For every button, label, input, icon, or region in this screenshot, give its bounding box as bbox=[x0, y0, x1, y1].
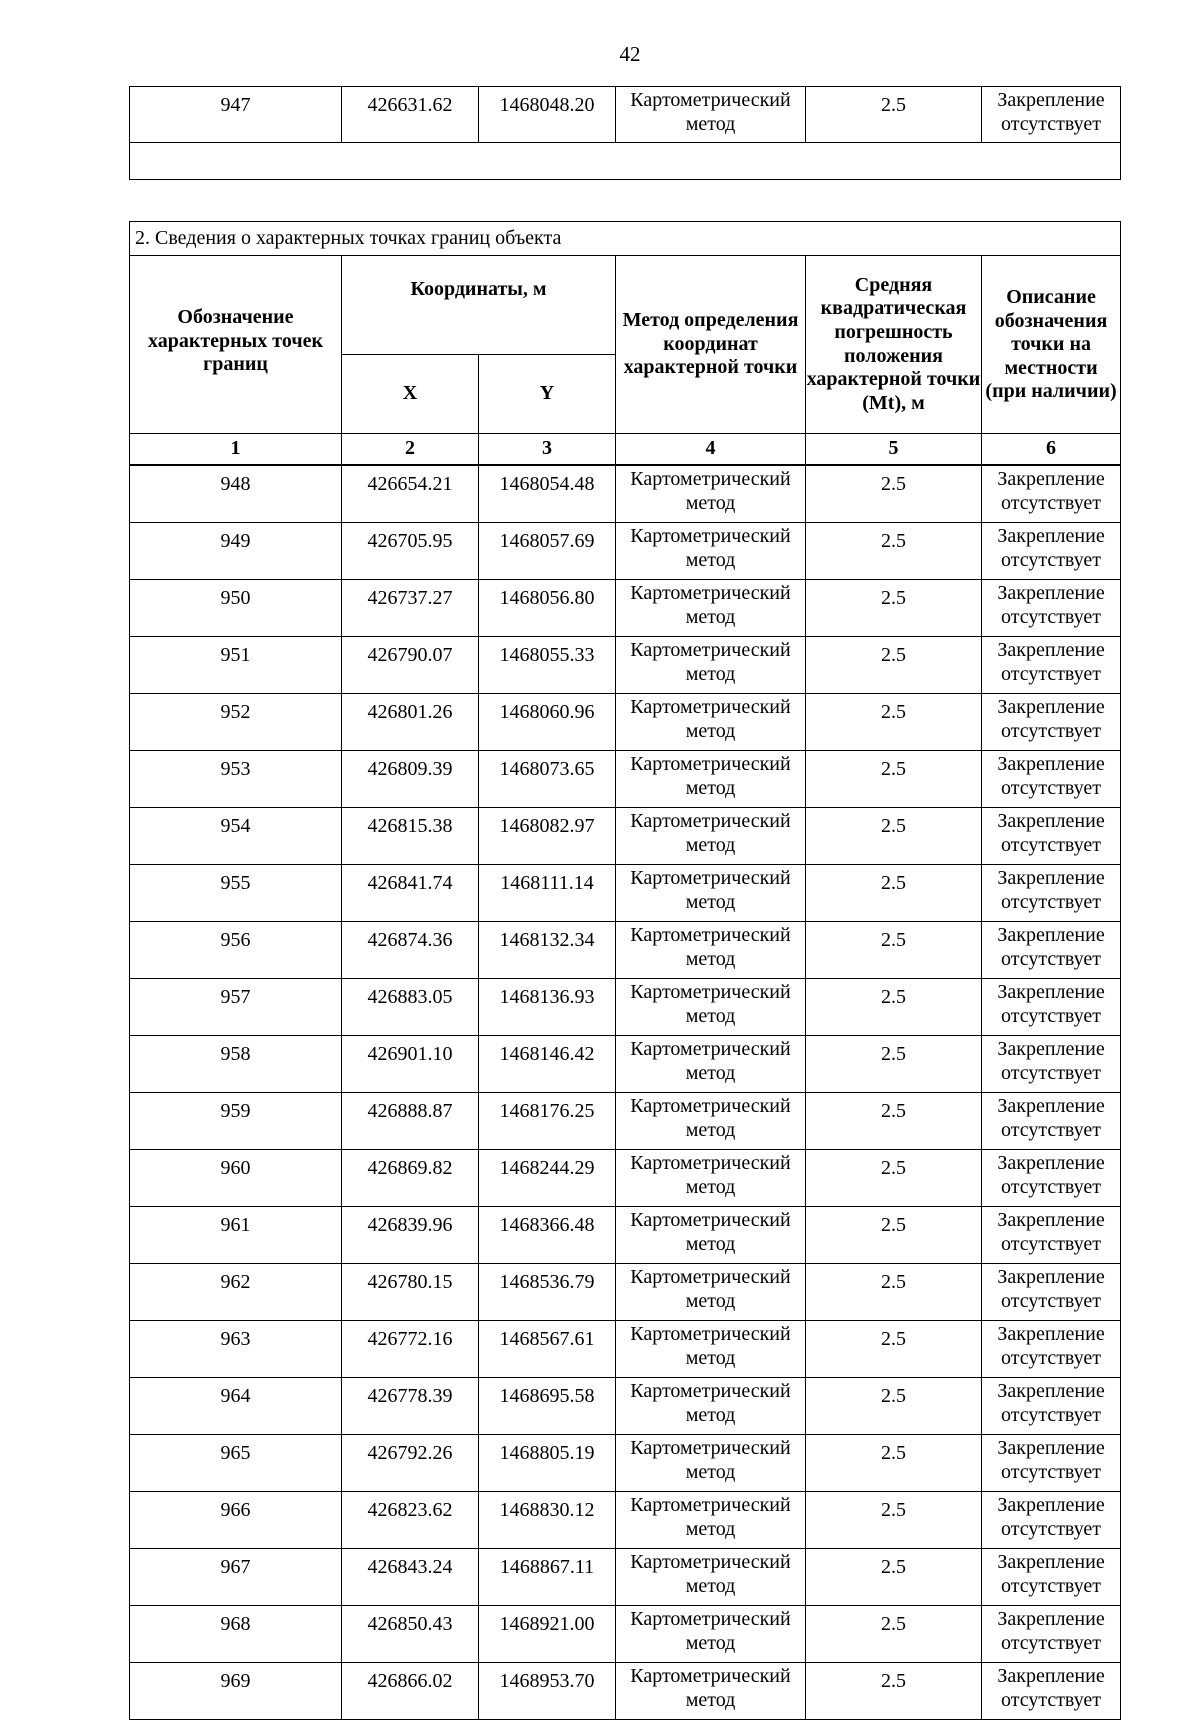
error-cell: 2.5 bbox=[806, 1435, 982, 1492]
error-cell: 2.5 bbox=[806, 1549, 982, 1606]
table-row bbox=[130, 1036, 1121, 1093]
main-table-body bbox=[130, 465, 1121, 1720]
y-cell: 1468136.93 bbox=[479, 979, 616, 1036]
error-cell: 2.5 bbox=[806, 1606, 982, 1663]
y-cell: 1468695.58 bbox=[479, 1378, 616, 1435]
description-cell: Закрепление отсутствует bbox=[982, 1549, 1121, 1606]
y-cell: 1468055.33 bbox=[479, 637, 616, 694]
y-cell: 1468567.61 bbox=[479, 1321, 616, 1378]
table-row bbox=[130, 87, 1121, 143]
x-cell: 426654.21 bbox=[342, 465, 479, 523]
point-cell: 957 bbox=[130, 979, 342, 1036]
error-cell: 2.5 bbox=[806, 1036, 982, 1093]
point-cell: 948 bbox=[130, 465, 342, 523]
x-cell: 426801.26 bbox=[342, 694, 479, 751]
description-cell: Закрепление отсутствует bbox=[982, 1036, 1121, 1093]
error-cell: 2.5 bbox=[806, 865, 982, 922]
method-cell: Картометрический метод bbox=[616, 1150, 806, 1207]
table-row bbox=[130, 580, 1121, 637]
description-cell: Закрепление отсутствует bbox=[982, 751, 1121, 808]
method-cell: Картометрический метод bbox=[616, 751, 806, 808]
table-row bbox=[130, 465, 1121, 523]
table-row bbox=[130, 523, 1121, 580]
point-cell: 955 bbox=[130, 865, 342, 922]
page-number: 42 bbox=[619, 42, 641, 66]
table-row bbox=[130, 865, 1121, 922]
description-cell: Закрепление отсутствует bbox=[982, 1435, 1121, 1492]
x-cell: 426874.36 bbox=[342, 922, 479, 979]
y-cell: 1468867.11 bbox=[479, 1549, 616, 1606]
method-cell: Картометрический метод bbox=[616, 1435, 806, 1492]
x-cell: 426866.02 bbox=[342, 1663, 479, 1720]
point-cell: 958 bbox=[130, 1036, 342, 1093]
point-cell: 967 bbox=[130, 1549, 342, 1606]
description-cell: Закрепление отсутствует bbox=[982, 865, 1121, 922]
error-cell: 2.5 bbox=[806, 1207, 982, 1264]
column-number: 1 bbox=[130, 434, 342, 466]
y-cell: 1468132.34 bbox=[479, 922, 616, 979]
point-cell: 951 bbox=[130, 637, 342, 694]
header-error: Средняя квадратическая погрешность положения характерной точки (Mt), м bbox=[806, 256, 982, 434]
column-number: 3 bbox=[479, 434, 616, 466]
error-cell: 2.5 bbox=[806, 1093, 982, 1150]
table-row bbox=[130, 1093, 1121, 1150]
header-designation: Обозначение характерных точек границ bbox=[130, 256, 342, 434]
method-cell: Картометрический метод bbox=[616, 922, 806, 979]
description-cell: Закрепление отсутствует bbox=[982, 87, 1121, 143]
table-row bbox=[130, 1207, 1121, 1264]
point-cell: 968 bbox=[130, 1606, 342, 1663]
x-cell: 426772.16 bbox=[342, 1321, 479, 1378]
point-cell: 961 bbox=[130, 1207, 342, 1264]
x-cell: 426790.07 bbox=[342, 637, 479, 694]
error-cell: 2.5 bbox=[806, 922, 982, 979]
x-cell: 426888.87 bbox=[342, 1093, 479, 1150]
method-cell: Картометрический метод bbox=[616, 1207, 806, 1264]
error-cell: 2.5 bbox=[806, 87, 982, 143]
header-coordinates: Координаты, м bbox=[342, 256, 616, 355]
method-cell: Картометрический метод bbox=[616, 87, 806, 143]
table-row bbox=[130, 808, 1121, 865]
point-cell: 954 bbox=[130, 808, 342, 865]
method-cell: Картометрический метод bbox=[616, 1606, 806, 1663]
table-row bbox=[130, 1321, 1121, 1378]
method-cell: Картометрический метод bbox=[616, 1549, 806, 1606]
point-cell: 950 bbox=[130, 580, 342, 637]
description-cell: Закрепление отсутствует bbox=[982, 1093, 1121, 1150]
column-number: 4 bbox=[616, 434, 806, 466]
description-cell: Закрепление отсутствует bbox=[982, 1264, 1121, 1321]
description-cell: Закрепление отсутствует bbox=[982, 1150, 1121, 1207]
method-cell: Картометрический метод bbox=[616, 1264, 806, 1321]
error-cell: 2.5 bbox=[806, 751, 982, 808]
table-row bbox=[130, 979, 1121, 1036]
column-number-row bbox=[130, 434, 1121, 466]
x-cell: 426778.39 bbox=[342, 1378, 479, 1435]
x-cell: 426737.27 bbox=[342, 580, 479, 637]
method-cell: Картометрический метод bbox=[616, 523, 806, 580]
error-cell: 2.5 bbox=[806, 1264, 982, 1321]
x-cell: 426901.10 bbox=[342, 1036, 479, 1093]
description-cell: Закрепление отсутствует bbox=[982, 580, 1121, 637]
description-cell: Закрепление отсутствует bbox=[982, 465, 1121, 523]
y-cell: 1468057.69 bbox=[479, 523, 616, 580]
method-cell: Картометрический метод bbox=[616, 580, 806, 637]
error-cell: 2.5 bbox=[806, 465, 982, 523]
description-cell: Закрепление отсутствует bbox=[982, 1378, 1121, 1435]
method-cell: Картометрический метод bbox=[616, 1378, 806, 1435]
description-cell: Закрепление отсутствует bbox=[982, 694, 1121, 751]
method-cell: Картометрический метод bbox=[616, 1321, 806, 1378]
top-table-body bbox=[130, 87, 1121, 143]
empty-cell bbox=[130, 143, 1121, 180]
point-cell: 949 bbox=[130, 523, 342, 580]
point-cell: 969 bbox=[130, 1663, 342, 1720]
y-cell: 1468146.42 bbox=[479, 1036, 616, 1093]
x-cell: 426823.62 bbox=[342, 1492, 479, 1549]
x-cell: 426631.62 bbox=[342, 87, 479, 143]
point-cell: 960 bbox=[130, 1150, 342, 1207]
y-cell: 1468921.00 bbox=[479, 1606, 616, 1663]
error-cell: 2.5 bbox=[806, 1150, 982, 1207]
x-cell: 426869.82 bbox=[342, 1150, 479, 1207]
error-cell: 2.5 bbox=[806, 808, 982, 865]
method-cell: Картометрический метод bbox=[616, 637, 806, 694]
error-cell: 2.5 bbox=[806, 1663, 982, 1720]
header-x: X bbox=[342, 355, 479, 434]
method-cell: Картометрический метод bbox=[616, 1663, 806, 1720]
y-cell: 1468830.12 bbox=[479, 1492, 616, 1549]
table-caption-row bbox=[130, 222, 1121, 256]
table-row bbox=[130, 751, 1121, 808]
x-cell: 426843.24 bbox=[342, 1549, 479, 1606]
header-row bbox=[130, 256, 1121, 355]
y-cell: 1468048.20 bbox=[479, 87, 616, 143]
y-cell: 1468056.80 bbox=[479, 580, 616, 637]
header-description: Описание обозначения точки на местности (при наличии) bbox=[982, 256, 1121, 434]
error-cell: 2.5 bbox=[806, 979, 982, 1036]
description-cell: Закрепление отсутствует bbox=[982, 1606, 1121, 1663]
table-row bbox=[130, 1492, 1121, 1549]
method-cell: Картометрический метод bbox=[616, 1492, 806, 1549]
point-cell: 959 bbox=[130, 1093, 342, 1150]
table-row bbox=[130, 1378, 1121, 1435]
description-cell: Закрепление отсутствует bbox=[982, 1207, 1121, 1264]
table-row bbox=[130, 1606, 1121, 1663]
y-cell: 1468054.48 bbox=[479, 465, 616, 523]
x-cell: 426809.39 bbox=[342, 751, 479, 808]
error-cell: 2.5 bbox=[806, 694, 982, 751]
table-row bbox=[130, 1663, 1121, 1720]
x-cell: 426705.95 bbox=[342, 523, 479, 580]
table-row bbox=[130, 1150, 1121, 1207]
x-cell: 426883.05 bbox=[342, 979, 479, 1036]
x-cell: 426780.15 bbox=[342, 1264, 479, 1321]
table-caption: 2. Сведения о характерных точках границ объекта bbox=[130, 222, 1121, 256]
y-cell: 1468244.29 bbox=[479, 1150, 616, 1207]
header-y: Y bbox=[479, 355, 616, 434]
empty-row bbox=[130, 143, 1121, 180]
method-cell: Картометрический метод bbox=[616, 1093, 806, 1150]
method-cell: Картометрический метод bbox=[616, 865, 806, 922]
point-cell: 963 bbox=[130, 1321, 342, 1378]
description-cell: Закрепление отсутствует bbox=[982, 523, 1121, 580]
method-cell: Картометрический метод bbox=[616, 465, 806, 523]
y-cell: 1468366.48 bbox=[479, 1207, 616, 1264]
method-cell: Картометрический метод bbox=[616, 979, 806, 1036]
table-row bbox=[130, 922, 1121, 979]
method-cell: Картометрический метод bbox=[616, 1036, 806, 1093]
y-cell: 1468060.96 bbox=[479, 694, 616, 751]
x-cell: 426792.26 bbox=[342, 1435, 479, 1492]
x-cell: 426815.38 bbox=[342, 808, 479, 865]
y-cell: 1468176.25 bbox=[479, 1093, 616, 1150]
column-number: 6 bbox=[982, 434, 1121, 466]
point-cell: 965 bbox=[130, 1435, 342, 1492]
error-cell: 2.5 bbox=[806, 637, 982, 694]
method-cell: Картометрический метод bbox=[616, 808, 806, 865]
x-cell: 426841.74 bbox=[342, 865, 479, 922]
point-cell: 947 bbox=[130, 87, 342, 143]
error-cell: 2.5 bbox=[806, 1378, 982, 1435]
description-cell: Закрепление отсутствует bbox=[982, 637, 1121, 694]
y-cell: 1468073.65 bbox=[479, 751, 616, 808]
point-cell: 956 bbox=[130, 922, 342, 979]
x-cell: 426839.96 bbox=[342, 1207, 479, 1264]
point-cell: 962 bbox=[130, 1264, 342, 1321]
point-cell: 952 bbox=[130, 694, 342, 751]
description-cell: Закрепление отсутствует bbox=[982, 1663, 1121, 1720]
y-cell: 1468536.79 bbox=[479, 1264, 616, 1321]
error-cell: 2.5 bbox=[806, 580, 982, 637]
y-cell: 1468082.97 bbox=[479, 808, 616, 865]
y-cell: 1468953.70 bbox=[479, 1663, 616, 1720]
description-cell: Закрепление отсутствует bbox=[982, 1321, 1121, 1378]
table-row bbox=[130, 637, 1121, 694]
table-row bbox=[130, 1264, 1121, 1321]
y-cell: 1468111.14 bbox=[479, 865, 616, 922]
error-cell: 2.5 bbox=[806, 1321, 982, 1378]
point-cell: 953 bbox=[130, 751, 342, 808]
x-cell: 426850.43 bbox=[342, 1606, 479, 1663]
column-number: 5 bbox=[806, 434, 982, 466]
description-cell: Закрепление отсутствует bbox=[982, 1492, 1121, 1549]
description-cell: Закрепление отсутствует bbox=[982, 808, 1121, 865]
table-row bbox=[130, 694, 1121, 751]
column-number: 2 bbox=[342, 434, 479, 466]
point-cell: 966 bbox=[130, 1492, 342, 1549]
error-cell: 2.5 bbox=[806, 1492, 982, 1549]
description-cell: Закрепление отсутствует bbox=[982, 979, 1121, 1036]
header-method: Метод определения координат характерной точки bbox=[616, 256, 806, 434]
y-cell: 1468805.19 bbox=[479, 1435, 616, 1492]
method-cell: Картометрический метод bbox=[616, 694, 806, 751]
top-continuation-table bbox=[129, 86, 1121, 180]
boundary-points-table bbox=[129, 221, 1121, 1720]
description-cell: Закрепление отсутствует bbox=[982, 922, 1121, 979]
point-cell: 964 bbox=[130, 1378, 342, 1435]
table-row bbox=[130, 1435, 1121, 1492]
error-cell: 2.5 bbox=[806, 523, 982, 580]
table-row bbox=[130, 1549, 1121, 1606]
